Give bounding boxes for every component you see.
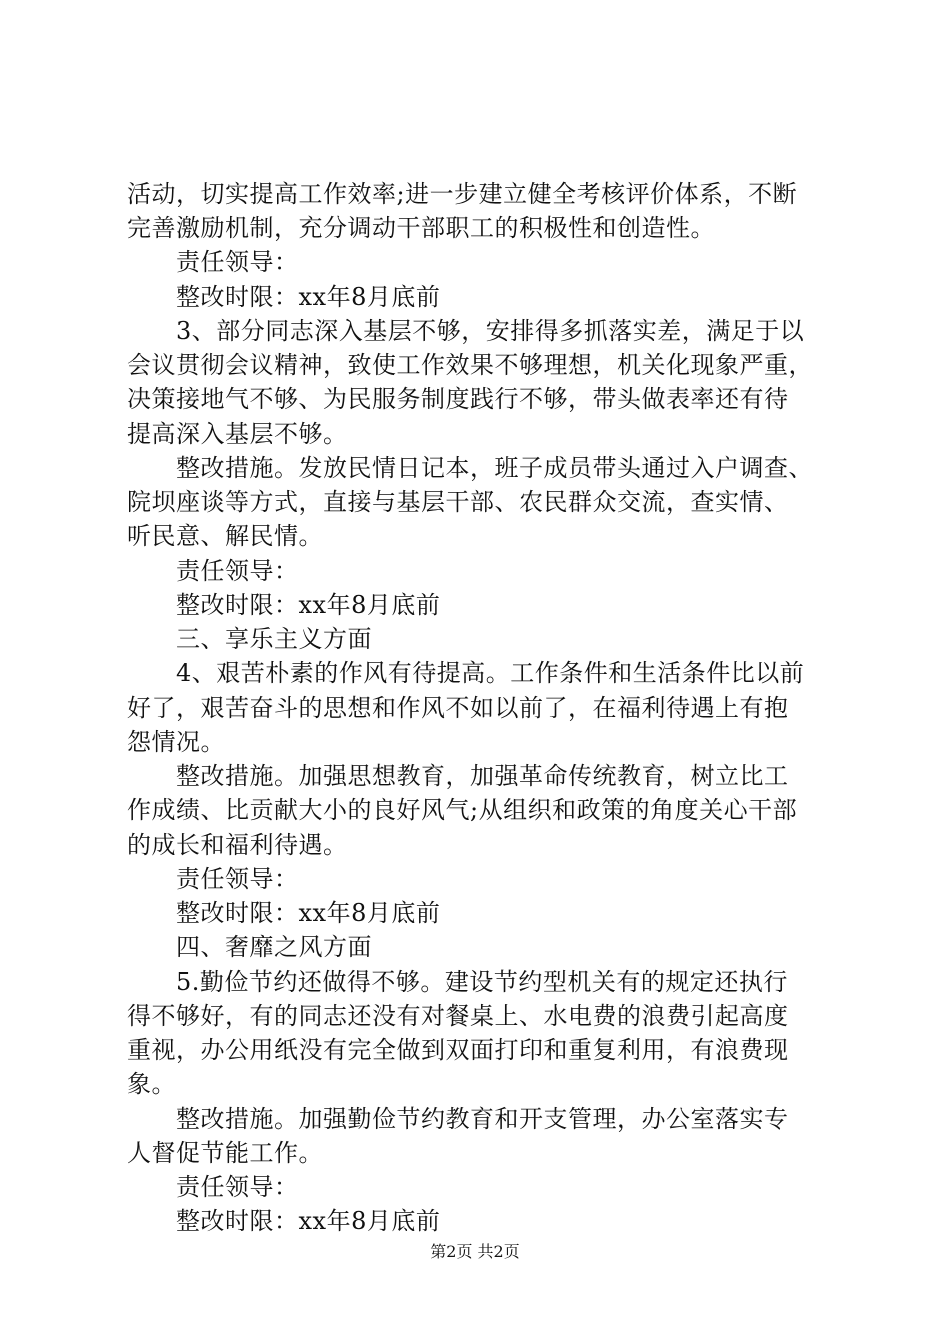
text-line: 4、艰苦朴素的作风有待提高。工作条件和生活条件比以前 [127, 659, 805, 687]
text-line: 整改措施。加强思想教育，加强革命传统教育，树立比工 [127, 762, 789, 790]
text-line: 好了，艰苦奋斗的思想和作风不如以前了，在福利待遇上有抱 [127, 694, 789, 722]
text-line: 3、部分同志深入基层不够，安排得多抓落实差，满足于以 [127, 317, 805, 345]
text-line: 听民意、解民情。 [127, 522, 323, 550]
text-line: 整改时限：xx年8月底前 [127, 591, 441, 619]
text-line: 的成长和福利待遇。 [127, 831, 348, 859]
text-line: 责任领导： [127, 248, 299, 276]
text-line: 象。 [127, 1070, 176, 1098]
section-heading: 四、奢靡之风方面 [127, 933, 372, 961]
text-line: 责任领导： [127, 557, 299, 585]
text-line: 整改时限：xx年8月底前 [127, 899, 441, 927]
text-line: 责任领导： [127, 865, 299, 893]
text-line: 完善激励机制，充分调动干部职工的积极性和创造性。 [127, 214, 715, 242]
text-line: 提高深入基层不够。 [127, 420, 348, 448]
text-line: 决策接地气不够、为民服务制度践行不够，带头做表率还有待 [127, 385, 789, 413]
text-line: 责任领导： [127, 1173, 299, 1201]
text-line: 会议贯彻会议精神，致使工作效果不够理想，机关化现象严重， [127, 351, 813, 379]
text-line: 整改措施。加强勤俭节约教育和开支管理，办公室落实专 [127, 1105, 789, 1133]
text-line: 院坝座谈等方式，直接与基层干部、农民群众交流，查实情、 [127, 488, 789, 516]
section-heading: 三、享乐主义方面 [127, 625, 372, 653]
text-line: 人督促节能工作。 [127, 1139, 323, 1167]
text-line: 作成绩、比贡献大小的良好风气;从组织和政策的角度关心干部 [127, 796, 798, 824]
text-line: 得不够好，有的同志还没有对餐桌上、水电费的浪费引起高度 [127, 1002, 789, 1030]
text-line: 整改时限：xx年8月底前 [127, 283, 441, 311]
page-number-footer: 第2页 共2页 [430, 1242, 520, 1261]
text-line: 整改时限：xx年8月底前 [127, 1207, 441, 1235]
text-line: 怨情况。 [127, 728, 225, 756]
text-line: 5.勤俭节约还做得不够。建设节约型机关有的规定还执行 [127, 968, 788, 996]
text-line: 整改措施。发放民情日记本，班子成员带头通过入户调查、 [127, 454, 813, 482]
text-line: 重视，办公用纸没有完全做到双面打印和重复利用，有浪费现 [127, 1036, 789, 1064]
text-line: 活动，切实提高工作效率;进一步建立健全考核评价体系，不断 [127, 180, 798, 208]
